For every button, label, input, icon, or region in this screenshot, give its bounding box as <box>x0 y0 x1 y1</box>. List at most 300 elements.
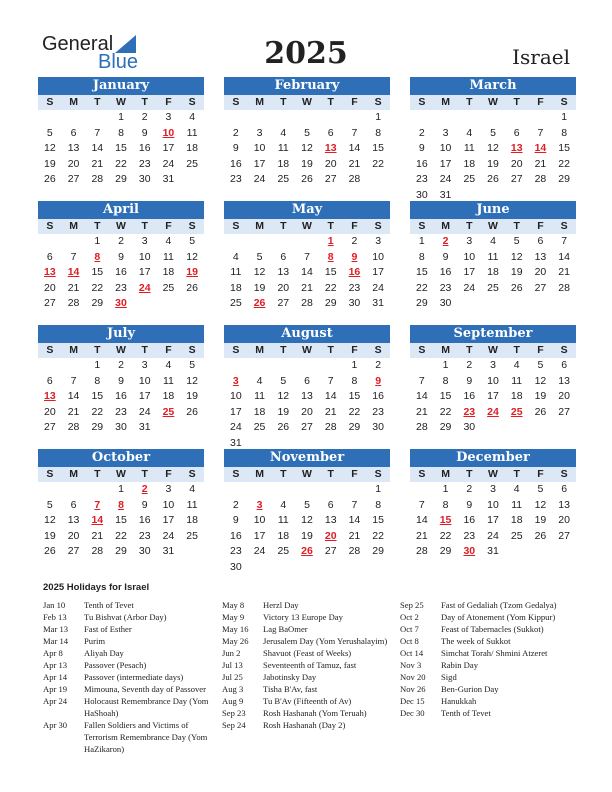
weekday-header: S <box>180 219 204 234</box>
day-cell: 11 <box>511 374 523 387</box>
weekday-header: W <box>481 343 505 358</box>
day-cell: 23 <box>138 157 151 170</box>
day-cell: 4 <box>513 483 520 495</box>
day-cell: 18 <box>186 514 198 526</box>
day-cell: 31 <box>138 421 151 433</box>
day-cell: 11 <box>487 250 499 263</box>
day-cell: 9 <box>141 126 148 139</box>
holiday-entry <box>222 707 394 719</box>
day-cell: 11 <box>254 390 266 402</box>
day-cell: 7 <box>70 250 77 263</box>
day-cell: 18 <box>253 405 266 418</box>
day-cell: 7 <box>537 126 544 139</box>
day-cell: 27 <box>44 297 56 309</box>
holiday-day-cell: 25 <box>162 405 175 418</box>
day-cell: 18 <box>510 390 523 402</box>
holiday-name: Sigd <box>441 672 457 682</box>
holiday-day-cell: 13 <box>510 142 523 154</box>
empty-day-cell <box>62 358 86 374</box>
holiday-day-cell: 24 <box>487 405 499 418</box>
empty-day-cell <box>271 482 295 498</box>
holiday-name: Fast of Esther <box>84 624 132 634</box>
holiday-entry <box>222 683 394 695</box>
day-cell: 26 <box>510 281 523 294</box>
holiday-date: Apr 8 <box>43 648 63 658</box>
day-cell: 3 <box>466 235 473 247</box>
day-cell: 26 <box>277 421 290 433</box>
day-cell: 18 <box>510 514 523 526</box>
holiday-entry <box>222 647 394 659</box>
day-cell: 12 <box>534 498 547 511</box>
month-title: May <box>224 201 390 219</box>
day-cell: 24 <box>138 405 151 418</box>
day-cell: 18 <box>230 281 242 294</box>
day-cell: 1 <box>94 359 101 371</box>
day-cell: 9 <box>442 250 449 263</box>
day-cell: 18 <box>186 142 198 154</box>
holiday-date: Nov 20 <box>400 672 426 682</box>
day-cell: 16 <box>115 266 127 278</box>
day-cell: 17 <box>439 157 452 170</box>
holiday-name: Victory 13 Europe Day <box>263 612 343 622</box>
day-cell: 12 <box>510 250 523 263</box>
day-cell: 5 <box>46 126 53 139</box>
month-march <box>410 77 576 203</box>
holiday-day-cell: 3 <box>256 498 263 511</box>
day-cell: 8 <box>94 374 101 387</box>
weekday-header: S <box>366 219 390 234</box>
weekday-header: W <box>295 219 319 234</box>
day-cell: 7 <box>418 498 425 511</box>
weekday-header: S <box>410 467 434 482</box>
day-cell: 16 <box>439 266 452 278</box>
day-cell: 12 <box>44 514 56 526</box>
day-cell: 29 <box>348 421 361 433</box>
day-cell: 23 <box>439 281 452 294</box>
holiday-day-cell: 2 <box>442 235 449 247</box>
month-february <box>224 77 390 188</box>
empty-day-cell <box>224 482 248 498</box>
weekday-header: T <box>271 467 295 482</box>
day-cell: 20 <box>67 529 80 542</box>
holiday-date: Oct 14 <box>400 648 424 658</box>
day-cell: 21 <box>67 281 80 294</box>
day-cell: 9 <box>466 374 473 387</box>
month-days-grid <box>38 219 204 312</box>
day-cell: 28 <box>301 297 313 309</box>
day-cell: 2 <box>466 483 473 495</box>
weekday-header: S <box>224 467 248 482</box>
day-cell: 27 <box>558 529 570 542</box>
day-cell: 17 <box>138 266 151 278</box>
day-cell: 21 <box>534 157 547 170</box>
holiday-entry <box>43 635 215 647</box>
holiday-day-cell: 3 <box>232 374 239 387</box>
day-cell: 22 <box>439 405 452 418</box>
day-cell: 13 <box>301 390 313 402</box>
day-cell: 14 <box>416 514 428 526</box>
day-cell: 1 <box>561 111 568 123</box>
day-cell: 23 <box>372 405 384 418</box>
day-cell: 30 <box>230 560 242 573</box>
weekday-header: T <box>133 467 157 482</box>
holiday-name: Fast of Gedaliah (Tzom Gedalya) <box>441 600 557 610</box>
holiday-entry <box>222 695 394 707</box>
holiday-entry <box>222 611 394 623</box>
holiday-date: Nov 3 <box>400 660 422 670</box>
day-cell: 12 <box>253 266 266 278</box>
holiday-day-cell: 13 <box>324 142 337 154</box>
weekday-header: F <box>529 467 553 482</box>
day-cell: 23 <box>138 529 151 542</box>
weekday-header: M <box>62 219 86 234</box>
weekday-header: S <box>366 95 390 110</box>
day-cell: 6 <box>304 374 310 387</box>
day-cell: 28 <box>416 545 428 557</box>
holiday-date: Apr 30 <box>43 720 68 730</box>
day-cell: 30 <box>348 297 361 309</box>
day-cell: 6 <box>280 250 287 263</box>
month-title: November <box>224 449 390 467</box>
month-days-grid <box>410 95 576 203</box>
day-cell: 10 <box>463 250 476 263</box>
holiday-name: Rosh Hashanah (Day 2) <box>263 720 346 730</box>
day-cell: 24 <box>487 529 499 542</box>
day-cell: 26 <box>44 173 56 185</box>
empty-day-cell <box>343 482 367 498</box>
empty-day-cell <box>319 110 343 126</box>
weekday-header: F <box>157 95 181 110</box>
day-cell: 6 <box>46 250 53 263</box>
month-title: March <box>410 77 576 95</box>
day-cell: 7 <box>561 235 568 247</box>
day-cell: 16 <box>115 390 127 402</box>
day-cell: 10 <box>138 250 151 263</box>
holiday-date: Aug 9 <box>222 696 244 706</box>
weekday-header: S <box>552 343 576 358</box>
day-cell: 22 <box>324 281 337 294</box>
holiday-entry <box>43 671 215 683</box>
holiday-entry <box>43 695 215 719</box>
day-cell: 19 <box>510 266 523 278</box>
holiday-name: Jabotinsky Day <box>263 672 317 682</box>
day-cell: 22 <box>91 281 104 294</box>
empty-day-cell <box>38 110 62 126</box>
day-cell: 19 <box>277 405 290 418</box>
country-label: Israel <box>512 45 570 69</box>
day-cell: 29 <box>439 545 452 557</box>
holiday-name: Day of Atonement (Yom Kippur) <box>441 612 556 622</box>
month-days-grid <box>38 467 204 560</box>
holiday-day-cell: 13 <box>44 266 56 278</box>
month-april <box>38 201 204 312</box>
empty-day-cell <box>295 482 319 498</box>
day-cell: 22 <box>115 529 127 542</box>
day-cell: 28 <box>324 421 337 433</box>
day-cell: 21 <box>348 529 361 542</box>
holiday-day-cell: 20 <box>324 529 337 542</box>
empty-day-cell <box>248 482 272 498</box>
day-cell: 22 <box>558 157 570 170</box>
empty-day-cell <box>410 482 434 498</box>
weekday-header: T <box>85 467 109 482</box>
day-cell: 12 <box>44 142 56 154</box>
day-cell: 15 <box>372 142 384 154</box>
day-cell: 2 <box>118 235 124 247</box>
holiday-date: Apr 19 <box>43 684 68 694</box>
weekday-header: M <box>434 219 458 234</box>
day-cell: 15 <box>324 266 337 278</box>
holiday-day-cell: 10 <box>162 126 175 139</box>
day-cell: 17 <box>372 266 384 278</box>
day-cell: 21 <box>91 157 104 170</box>
weekday-header: T <box>271 219 295 234</box>
day-cell: 19 <box>301 157 313 170</box>
holiday-name: Feast of Tabernacles (Sukkot) <box>441 624 544 634</box>
day-cell: 29 <box>91 421 104 433</box>
empty-day-cell <box>343 110 367 126</box>
day-cell: 31 <box>487 545 499 557</box>
weekday-header: W <box>109 343 133 358</box>
empty-day-cell <box>481 110 505 126</box>
day-cell: 26 <box>534 405 547 418</box>
weekday-header: T <box>85 343 109 358</box>
day-cell: 17 <box>138 390 151 402</box>
day-cell: 21 <box>416 405 428 418</box>
weekday-header: F <box>343 95 367 110</box>
day-cell: 4 <box>232 250 239 263</box>
empty-day-cell <box>85 110 109 126</box>
holiday-entry <box>43 599 215 611</box>
day-cell: 5 <box>513 235 520 247</box>
day-cell: 27 <box>324 173 337 185</box>
day-cell: 8 <box>442 374 449 387</box>
day-cell: 5 <box>189 235 196 247</box>
day-cell: 28 <box>348 545 361 557</box>
empty-day-cell <box>271 358 295 374</box>
day-cell: 23 <box>230 545 242 557</box>
day-cell: 11 <box>162 250 174 263</box>
holiday-date: Oct 8 <box>400 636 419 646</box>
weekday-header: S <box>180 343 204 358</box>
day-cell: 14 <box>348 142 361 154</box>
empty-day-cell <box>248 110 272 126</box>
holiday-name: Ben-Gurion Day <box>441 684 499 694</box>
day-cell: 29 <box>324 297 337 309</box>
day-cell: 1 <box>442 359 449 371</box>
day-cell: 3 <box>256 126 263 139</box>
weekday-header: M <box>62 343 86 358</box>
empty-day-cell <box>295 234 319 250</box>
holiday-name: Jerusalem Day (Yom Yerushalayim) <box>263 636 388 646</box>
weekday-header: S <box>38 219 62 234</box>
holiday-entry <box>400 635 576 647</box>
day-cell: 15 <box>115 142 127 154</box>
weekday-header: S <box>410 95 434 110</box>
holiday-name: Aliyah Day <box>84 648 124 658</box>
holiday-name: Holocaust Remembrance Day (Yom HaShoah) <box>84 696 209 718</box>
day-cell: 3 <box>165 483 172 495</box>
holiday-entry <box>400 695 576 707</box>
holiday-date: Apr 13 <box>43 660 68 670</box>
holiday-name: The week of Sukkot <box>441 636 511 646</box>
day-cell: 18 <box>463 157 476 170</box>
holiday-entry <box>222 671 394 683</box>
holiday-name: Hanukkah <box>441 696 477 706</box>
day-cell: 24 <box>372 281 384 294</box>
holiday-entry <box>400 659 576 671</box>
day-cell: 4 <box>165 359 172 371</box>
day-cell: 3 <box>165 111 172 123</box>
day-cell: 25 <box>463 173 476 185</box>
day-cell: 3 <box>141 359 148 371</box>
day-cell: 26 <box>186 281 198 294</box>
day-cell: 7 <box>351 126 358 139</box>
day-cell: 13 <box>558 374 570 387</box>
weekday-header: W <box>109 95 133 110</box>
day-cell: 17 <box>253 529 266 542</box>
day-cell: 1 <box>442 483 449 495</box>
weekday-header: F <box>343 343 367 358</box>
day-cell: 27 <box>67 545 80 557</box>
day-cell: 4 <box>189 111 196 123</box>
weekday-header: W <box>481 95 505 110</box>
day-cell: 21 <box>348 157 361 170</box>
weekday-header: T <box>457 95 481 110</box>
day-cell: 21 <box>301 281 313 294</box>
month-days-grid <box>410 467 576 560</box>
day-cell: 23 <box>115 281 127 294</box>
day-cell: 1 <box>375 111 382 123</box>
day-cell: 12 <box>487 142 499 154</box>
day-cell: 29 <box>115 545 127 557</box>
holiday-name: Tu Bishvat (Arbor Day) <box>84 612 167 622</box>
weekday-header: F <box>343 219 367 234</box>
weekday-header: W <box>295 343 319 358</box>
day-cell: 18 <box>277 529 290 542</box>
holiday-day-cell: 26 <box>253 297 266 309</box>
day-cell: 20 <box>277 281 290 294</box>
day-cell: 25 <box>162 281 175 294</box>
day-cell: 25 <box>186 157 198 170</box>
holiday-name: Lag BaOmer <box>263 624 308 634</box>
day-cell: 2 <box>351 235 358 247</box>
weekday-header: F <box>529 219 553 234</box>
month-title: February <box>224 77 390 95</box>
day-cell: 15 <box>439 390 452 402</box>
day-cell: 24 <box>253 545 266 557</box>
weekday-header: S <box>366 343 390 358</box>
day-cell: 13 <box>67 142 80 154</box>
day-cell: 11 <box>511 498 523 511</box>
day-cell: 10 <box>372 250 384 263</box>
weekday-header: T <box>505 467 529 482</box>
holiday-entry <box>400 647 576 659</box>
day-cell: 10 <box>138 374 151 387</box>
holiday-day-cell: 26 <box>301 545 313 557</box>
empty-day-cell <box>295 110 319 126</box>
day-cell: 3 <box>141 235 148 247</box>
day-cell: 12 <box>301 514 313 526</box>
day-cell: 28 <box>558 281 570 294</box>
empty-day-cell <box>434 110 458 126</box>
day-cell: 31 <box>439 188 452 201</box>
weekday-header: S <box>38 95 62 110</box>
day-cell: 16 <box>372 390 384 402</box>
day-cell: 16 <box>138 142 151 154</box>
day-cell: 10 <box>162 498 175 511</box>
day-cell: 2 <box>141 111 148 123</box>
day-cell: 3 <box>490 359 496 371</box>
month-days-grid <box>410 219 576 312</box>
weekday-header: W <box>295 467 319 482</box>
day-cell: 21 <box>416 529 428 542</box>
day-cell: 20 <box>301 405 313 418</box>
weekday-header: M <box>62 95 86 110</box>
day-cell: 12 <box>186 374 198 387</box>
day-cell: 1 <box>118 111 124 123</box>
day-cell: 14 <box>301 266 313 278</box>
day-cell: 2 <box>118 359 124 371</box>
holiday-entry <box>43 719 215 755</box>
day-cell: 28 <box>534 173 547 185</box>
day-cell: 18 <box>277 157 290 170</box>
month-days-grid <box>410 343 576 436</box>
day-cell: 24 <box>439 173 452 185</box>
day-cell: 25 <box>277 545 290 557</box>
month-title: June <box>410 201 576 219</box>
weekday-header: S <box>552 95 576 110</box>
day-cell: 13 <box>277 266 290 278</box>
day-cell: 5 <box>189 359 196 371</box>
day-cell: 5 <box>537 359 544 371</box>
day-cell: 27 <box>534 281 547 294</box>
day-cell: 31 <box>230 436 242 449</box>
day-cell: 16 <box>230 157 242 170</box>
empty-day-cell <box>319 482 343 498</box>
day-cell: 26 <box>186 405 198 418</box>
empty-day-cell <box>248 234 272 250</box>
day-cell: 28 <box>67 297 80 309</box>
day-cell: 22 <box>115 157 127 170</box>
holiday-name: Seventeenth of Tamuz, fast <box>263 660 357 670</box>
weekday-header: T <box>505 343 529 358</box>
holiday-entry <box>400 611 576 623</box>
weekday-header: F <box>157 467 181 482</box>
holiday-entry <box>222 635 394 647</box>
weekday-header: T <box>271 95 295 110</box>
holiday-day-cell: 8 <box>327 250 334 263</box>
holiday-date: Dec 30 <box>400 708 425 718</box>
empty-day-cell <box>505 110 529 126</box>
month-may <box>224 201 390 312</box>
day-cell: 18 <box>162 266 175 278</box>
day-cell: 25 <box>186 529 198 542</box>
holiday-entry <box>222 623 394 635</box>
day-cell: 5 <box>490 126 496 139</box>
day-cell: 5 <box>304 126 310 139</box>
weekday-header: W <box>295 95 319 110</box>
holiday-day-cell: 13 <box>44 390 56 402</box>
day-cell: 28 <box>348 173 361 185</box>
day-cell: 30 <box>115 421 127 433</box>
day-cell: 24 <box>253 173 266 185</box>
day-cell: 4 <box>280 498 287 511</box>
day-cell: 2 <box>232 498 239 511</box>
day-cell: 7 <box>304 250 310 263</box>
holiday-column <box>222 599 394 731</box>
weekday-header: T <box>457 343 481 358</box>
